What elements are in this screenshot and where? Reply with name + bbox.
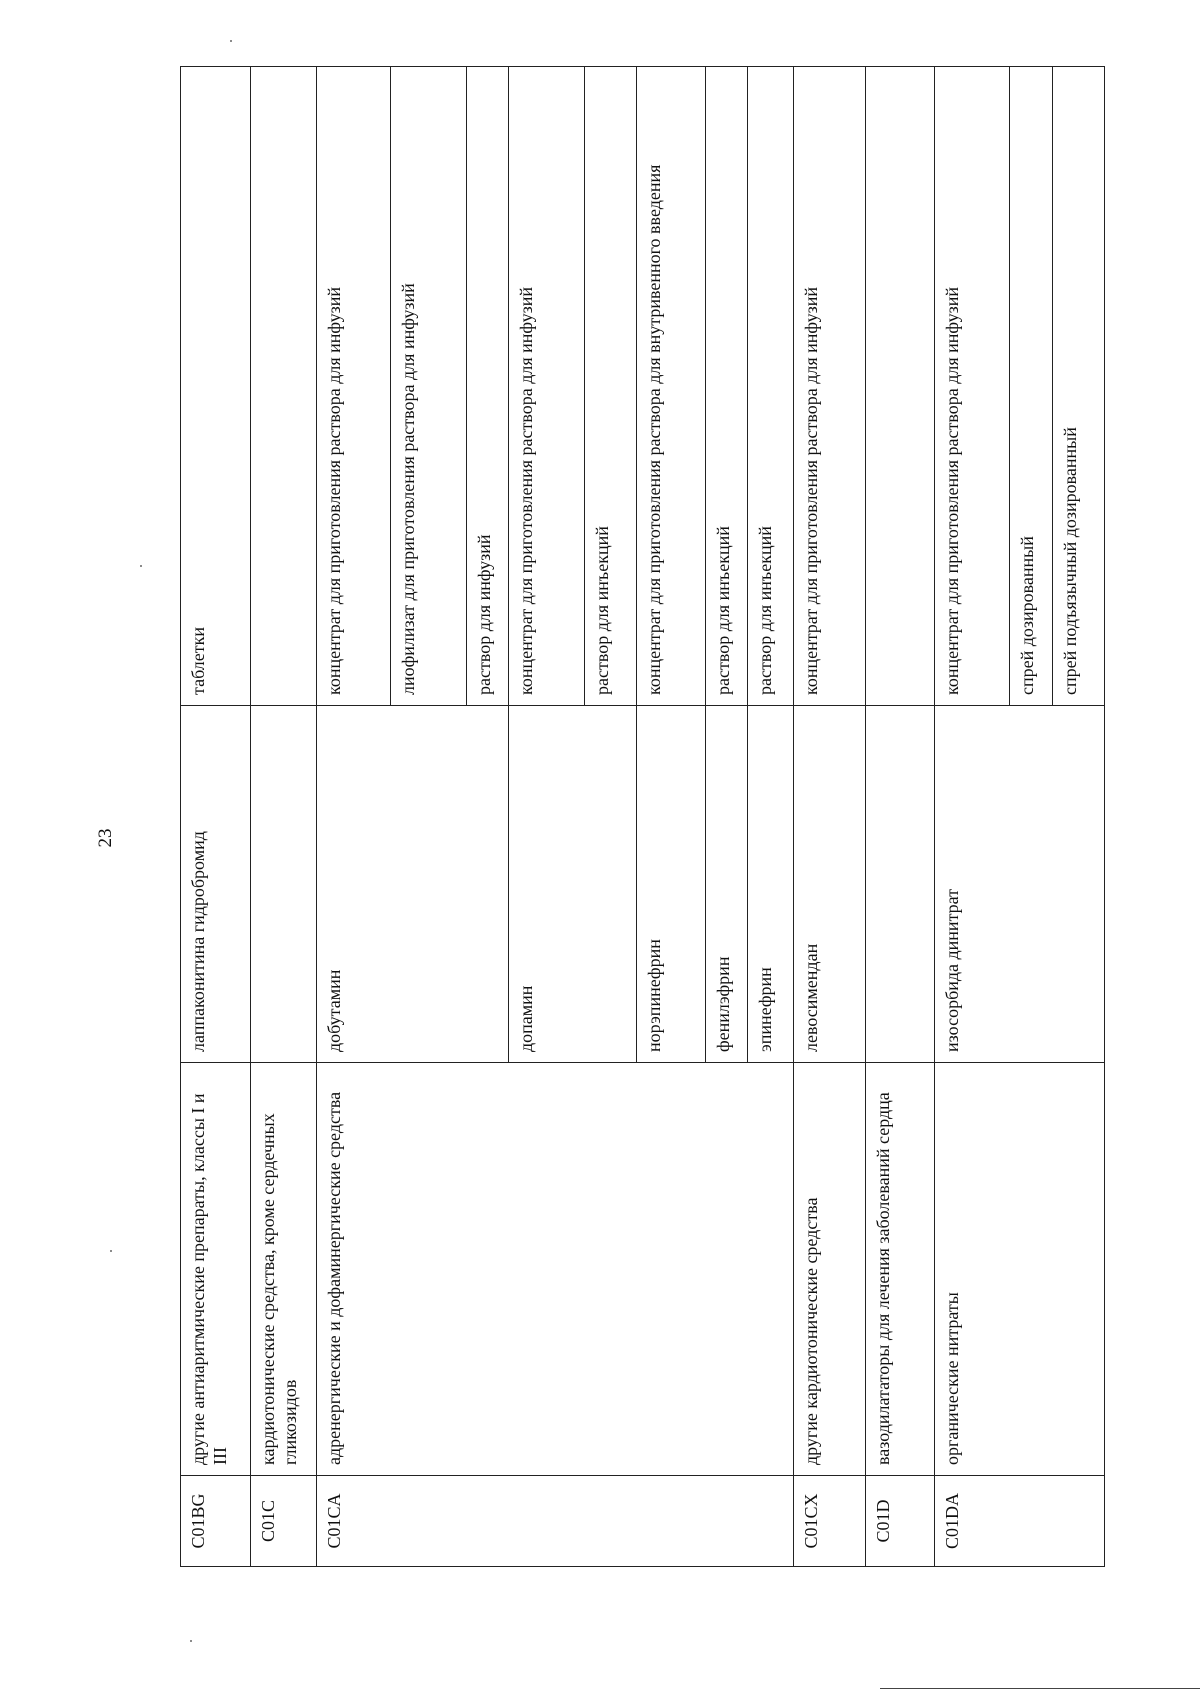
group-name-cell: органические нитраты [934,1063,1104,1476]
atc-code-cell: C01C [250,1476,316,1567]
dosage-form-cell: концентрат для приготовления раствора для инфузий [316,67,390,706]
dosage-form-cell: концентрат для приготовления раствора для внутривенного введения [637,67,706,706]
atc-code-cell: C01CX [793,1476,865,1567]
dosage-form-cell: раствор для инъекций [584,67,636,706]
scan-edge-line [880,1688,1200,1689]
table-row [793,67,865,1567]
inn-cell [865,706,934,1063]
table-row [316,67,390,1567]
dosage-form-cell [865,67,934,706]
dosage-form-cell: концентрат для приготовления раствора для инфузий [934,67,1009,706]
group-name-cell: другие кардиотонические средства [793,1063,865,1476]
inn-cell [250,706,316,1063]
inn-cell: изосорбида динитрат [934,706,1104,1063]
dosage-form-cell: таблетки [181,67,251,706]
dosage-form-cell: спрей дозированный [1009,67,1052,706]
table-row [865,67,934,1567]
atc-code-cell: C01DA [934,1476,1104,1567]
drug-list-table [180,66,1105,1567]
scan-speck [140,565,142,567]
dosage-form-cell: лиофилизат для приготовления раствора для инфузий [390,67,466,706]
inn-cell: норэпинефрин [637,706,706,1063]
dosage-form-cell: раствор для инъекций [747,67,793,706]
inn-cell: фенилэфрин [706,706,748,1063]
dosage-form-cell: раствор для инфузий [467,67,509,706]
inn-cell: левосимендан [793,706,865,1063]
inn-cell: эпинефрин [747,706,793,1063]
group-name-cell: вазодилататоры для лечения заболеваний сердца [865,1063,934,1476]
rotated-table-wrapper [180,67,1105,1567]
group-name-cell: другие антиаритмические препараты, классы I и III [181,1063,251,1476]
atc-code-cell: C01BG [181,1476,251,1567]
dosage-form-cell: раствор для инъекций [706,67,748,706]
atc-code-cell: C01CA [316,1476,793,1567]
page-number: 23 [95,828,116,848]
scan-speck [110,1250,112,1252]
group-name-cell: адренергические и дофаминергические средства [316,1063,793,1476]
dosage-form-cell: концентрат для приготовления раствора для инфузий [508,67,584,706]
dosage-form-cell: концентрат для приготовления раствора для инфузий [793,67,865,706]
table-row [250,67,316,1567]
dosage-form-cell [250,67,316,706]
table-row [934,67,1009,1567]
scan-speck [230,40,232,42]
inn-cell: допамин [508,706,636,1063]
dosage-form-cell: спрей подъязычный дозированный [1052,67,1104,706]
atc-code-cell: C01D [865,1476,934,1567]
inn-cell: добутамин [316,706,508,1063]
group-name-cell: кардиотонические средства, кроме сердечных гликозидов [250,1063,316,1476]
table-row [181,67,251,1567]
scan-speck [190,1640,192,1642]
inn-cell: лаппаконитина гидробромид [181,706,251,1063]
